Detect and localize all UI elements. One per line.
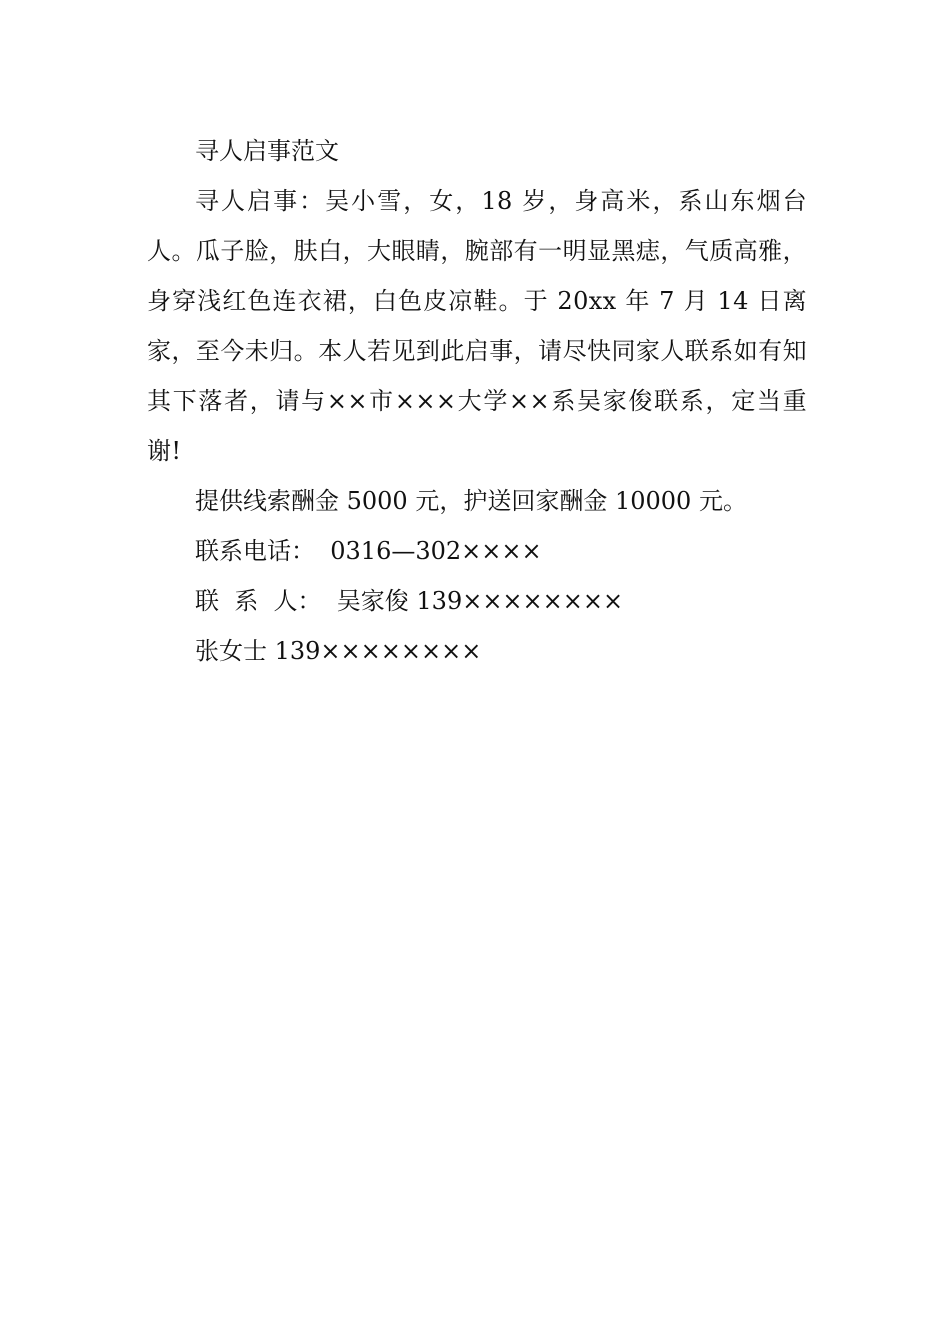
phone-line: 联系电话： 0316—302××××	[195, 537, 542, 565]
reward-line: 提供线索酬金 5000 元，护送回家酬金 10000 元。	[195, 487, 747, 515]
second-contact-line: 张女士 139××××××××	[195, 637, 482, 665]
document-title: 寻人启事范文	[195, 137, 339, 165]
notice-body-paragraph: 寻人启事：吴小雪，女，18 岁，身高米，系山东烟台人。瓜子脸，肤白，大眼睛，腕部有一明显黑痣，气质高雅，身穿浅红色连衣裙，白色皮凉鞋。于 20xx 年 7 月 14 日离家，至今未归。本人若见到此启事，请尽快同家人联系如有知其下落者，请与××市×××大学××系吴家俊联系，定当重谢!	[147, 187, 807, 465]
document-content	[147, 126, 807, 676]
contact-person-line: 联 系 人： 吴家俊 139××××××××	[195, 587, 624, 615]
